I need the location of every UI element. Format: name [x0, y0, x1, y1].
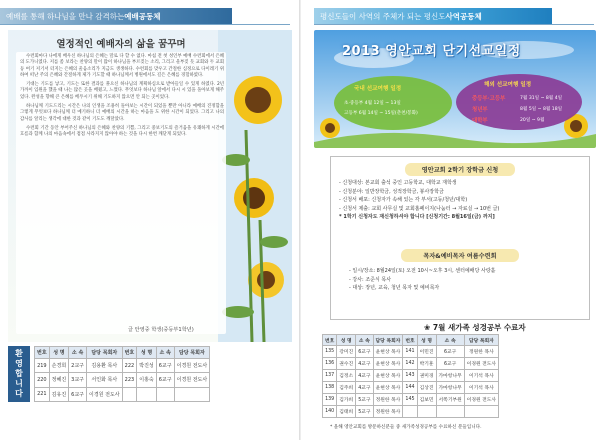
table-cell: 5교구 [356, 406, 373, 418]
table-cell: 6교구 [356, 346, 373, 358]
table-cell: 140 [323, 406, 337, 418]
table-header-row [323, 335, 499, 346]
table-cell: 김용환 목사 [87, 359, 123, 373]
scholarship-title: 영안교회 2학기 장학금 신청 [405, 163, 515, 176]
left-header-rule [0, 24, 290, 25]
table-row [323, 358, 499, 370]
table-cell: 6교구 [436, 358, 464, 370]
table-cell: 142 [403, 358, 417, 370]
column-header: 소 속 [156, 347, 174, 359]
table-cell [417, 406, 436, 418]
retreat-title: 목자&예비목자 여름수련회 [401, 249, 519, 262]
column-header: 소 속 [356, 335, 373, 346]
table-cell: 권미경 [417, 370, 436, 382]
table-cell: 정원한 목사 [373, 394, 403, 406]
table-cell: 손경희 [49, 359, 69, 373]
table-cell: 윤현상 목사 [373, 358, 403, 370]
graduates-table [322, 334, 499, 418]
column-header: 담당 목회자 [373, 335, 403, 346]
table-cell: 김유진 [49, 387, 69, 401]
table-cell [403, 406, 417, 418]
table-row [323, 406, 499, 418]
table-cell: 3교구 [69, 373, 87, 387]
table-cell [122, 387, 137, 401]
table-cell: 정원한 목사 [464, 346, 498, 358]
overseas-label: 중등부·고등부 [472, 96, 506, 102]
list-item: * 1학기 신청자도 재신청하셔야 합니다 [신청기간: 8월16일(금) 까지] [339, 214, 495, 221]
table-cell: 윤현상 목사 [373, 346, 403, 358]
mission-banner [314, 30, 596, 148]
overseas-date: 7월 31일 ~ 8월 4일 [520, 96, 563, 101]
table-cell: 김태희 [337, 406, 356, 418]
essay-author: 글 안영중 학생(중등부1학년) [128, 327, 194, 333]
table-cell: 221 [35, 387, 50, 401]
table-cell: 김주희 [337, 382, 356, 394]
table-cell: 141 [403, 346, 417, 358]
welcome-char: 환 [15, 349, 23, 358]
domestic-item: 고등부 6월 14일 ~ 15일(춘천/봉화) [344, 111, 418, 116]
list-item: - 강사: 조준식 목사 [349, 276, 392, 283]
column-header: 성 명 [137, 347, 157, 359]
column-header: 성 명 [417, 335, 436, 346]
table-cell: 윤현상 목사 [373, 370, 403, 382]
graduates-title-text: 7월 새가족 성경공부 수료자 [432, 323, 526, 332]
table-row [35, 359, 210, 373]
right-header-text: 평신도들이 사역의 주체가 되는 평신도 [320, 11, 446, 21]
left-header-text: 예배를 통해 하나님을 만나 감격하는 [6, 11, 125, 21]
table-cell: 가마항나무 [436, 370, 464, 382]
table-cell: 6교구 [436, 346, 464, 358]
overseas-date: 20일 ~ 9월 [520, 118, 545, 123]
table-cell: 윤현상 목사 [373, 382, 403, 394]
table-cell: 박기훈 [417, 358, 436, 370]
table-cell: 김정소 [337, 370, 356, 382]
table-row [323, 394, 499, 406]
table-cell: 이경원 전도사 [174, 373, 210, 387]
table-cell [464, 406, 498, 418]
overseas-heading: 해외 선교여행 일정 [484, 82, 532, 88]
column-header: 번호 [403, 335, 417, 346]
list-item: - 신청분야: 일반장학금, 성적장학금, 봉사장학금 [339, 188, 444, 195]
flower-icon: ❀ [424, 323, 433, 332]
table-row [323, 370, 499, 382]
column-header: 소 속 [69, 347, 87, 359]
list-item: - 대상: 장년, 교육, 청년 목자 및 예비목자 [349, 285, 440, 292]
essay-body [20, 54, 224, 142]
column-header: 성 명 [49, 347, 69, 359]
essay-title: 열정적인 예배자의 삶을 꿈꾸며 [56, 39, 186, 50]
welcome-char: 니 [15, 379, 23, 388]
table-cell: 145 [403, 394, 417, 406]
right-header-rule [314, 24, 594, 25]
table-cell: 219 [35, 359, 50, 373]
table-cell: 137 [323, 370, 337, 382]
table-cell: 136 [323, 358, 337, 370]
left-header-emphasis: 예배공동체 [124, 11, 161, 21]
table-cell [436, 406, 464, 418]
column-header: 담당 목회자 [464, 335, 498, 346]
overseas-label: 청년부 [472, 107, 488, 113]
table-cell: 6교구 [156, 373, 174, 387]
table-cell: 가마항나무 [436, 382, 464, 394]
column-header: 소 속 [436, 335, 464, 346]
list-item: - 일시/장소: 8월24일(토) 오전 10시~오후 3시, 센터예배당 사랑홀 [349, 268, 496, 274]
table-cell: 서쪽기부원 [436, 394, 464, 406]
column-header: 번호 [122, 347, 137, 359]
table-row [323, 346, 499, 358]
table-cell: 6교구 [156, 359, 174, 373]
banner-title: 2013 영안교회 단기선교일정 [342, 44, 521, 59]
table-cell: 정혜진 [49, 373, 69, 387]
right-page-header [314, 8, 552, 24]
table-cell: 정원한 목사 [373, 406, 403, 418]
left-page-header [0, 8, 232, 24]
overseas-date: 8월 5일 ~ 8월 18일 [520, 107, 563, 112]
table-cell: 이기석 목사 [464, 370, 498, 382]
column-header: 성 명 [337, 335, 356, 346]
domestic-item: 초·중등부 4월 12일 ~ 13일 [344, 101, 401, 106]
column-header: 담당 목회자 [174, 347, 210, 359]
table-cell: 이경원 전도사 [87, 387, 123, 401]
newcomers-table [34, 346, 210, 402]
table-cell: 김상진 [417, 382, 436, 394]
column-header: 번호 [35, 347, 50, 359]
table-cell: 143 [403, 370, 417, 382]
list-item: - 신청서 제출: 교회 사무실 및 교회홈페이지(나눔터 → 자료실 → 10번 글) [339, 205, 500, 212]
essay-paragraph: 수련회마다 나에게 배우신 하나님의 은혜는 말로 다 할 수 없다. 마침 전 첫 성인부 예배 수련회에서 은혜의 도가니였다. 저를 좀 보라는 찬양의 말이 많이 하나님을 부르짖는 소리, 그리고 울부짖 듯 교회와 두 교회 등 여기 저기서 터지는 은혜의 울음소리가 지금도 생생하다. 수련회를 맞우고 간절한 심정으로 다이레기 위하여 떠난 주의 은혜와 간절하게 제가 기도할 때 하나님께서 병원에서도 길은 은혜를 경험하였다. [20, 54, 224, 78]
table-cell [174, 387, 210, 401]
graduates-footnote: * 올해 영안교회를 방문하신분들 중 새가족성경공부를 수료하신 분들입니다. [330, 425, 482, 430]
table-cell: 김보민 [417, 394, 436, 406]
graduates-title [424, 322, 526, 333]
table-cell: 4교구 [356, 358, 373, 370]
table-cell: 6교구 [69, 387, 87, 401]
table-cell: 이기석 목사 [464, 382, 498, 394]
table-cell: 4교구 [356, 370, 373, 382]
table-cell: 5교구 [356, 394, 373, 406]
column-header: 번호 [323, 335, 337, 346]
table-cell: 김가희 [337, 394, 356, 406]
table-row [323, 382, 499, 394]
table-cell: 박진성 [137, 359, 157, 373]
table-cell: 223 [122, 373, 137, 387]
table-cell: 이경원 전도사 [464, 358, 498, 370]
table-cell: 220 [35, 373, 50, 387]
overseas-label: 대학부 [472, 118, 488, 124]
table-row [35, 387, 210, 401]
essay-paragraph: 기대는 기도를 낳고, 기도는 또한 결과를 풀으신 하나님의 계획하심으로 받아들일 수 있게 하였다. 2년 가까이 입원을 했을 때 나는 많은 곳을 배웠고, 느꼈다. 무엇보다 하나님 앞에서 다시 시 있을 돌아보게 해주었다. 완성을 향해 큰 은혜를 베푸시기 위해 기도하지 않으면 안 되는 곳이었다. [20, 82, 224, 100]
table-cell: 4교구 [356, 382, 373, 394]
welcome-char: 영 [15, 359, 23, 368]
table-cell: 이경원 전도사 [174, 359, 210, 373]
table-cell: 서인화 목사 [87, 373, 123, 387]
essay-paragraph: 하나님께 기도드리는 시간은 나의 인생을 조용히 돌아보는 시간이 되었을 뿐만 아니라 예배의 진정함을 그렇게 무엇보다 하나님께 더 예기하니 더 예배의 시간을 하는 마음을 도 위한 시간이 되었다. 그리고 나의 감사를 알리는 생각에 대한 것과 같이 기도도 깨달았다. [20, 104, 224, 122]
welcome-label [8, 346, 30, 402]
table-cell: 2교구 [69, 359, 87, 373]
welcome-char: 합 [15, 369, 23, 378]
table-cell [156, 387, 174, 401]
table-cell: 권수진 [337, 358, 356, 370]
domestic-heading: 국내 선교여행 일정 [354, 86, 402, 92]
table-cell: 144 [403, 382, 417, 394]
column-header: 담당 목회자 [87, 347, 123, 359]
table-cell: 이경원 전도사 [464, 394, 498, 406]
table-cell: 139 [323, 394, 337, 406]
table-cell: 135 [323, 346, 337, 358]
table-cell [137, 387, 157, 401]
welcome-char: 다 [15, 389, 23, 398]
retreat-list [349, 267, 496, 293]
essay-panel [8, 30, 292, 342]
list-item: - 신청대상: 본교회 출석 중인 고등학교, 대학교 재학생 [339, 180, 457, 186]
scholarship-list [339, 179, 499, 222]
table-cell: 강미진 [337, 346, 356, 358]
right-page [300, 0, 600, 440]
essay-paragraph: 수련회 기간 동안 부어주신 하나님의 은혜와 찬양의 기쁨, 그리고 중보기도의 즐거움을 유쾌하게 시간에 흐름과 함께 나의 마음속에서 점점 사라지지 않아야 하는 것을 다시 한번 깨닫게 되었다. [20, 125, 224, 138]
newcomers-section [8, 346, 292, 402]
table-cell: 이홍숙 [137, 373, 157, 387]
announcements-box [330, 156, 590, 320]
table-cell: 이민진 [417, 346, 436, 358]
right-header-emphasis: 사역공동체 [445, 11, 482, 21]
table-cell: 222 [122, 359, 137, 373]
table-row [35, 373, 210, 387]
table-cell: 138 [323, 382, 337, 394]
list-item: - 신청서 배포: 신청자가 속해 있는 각 부서(고등/청년/대학) [339, 197, 468, 204]
table-header-row [35, 347, 210, 359]
